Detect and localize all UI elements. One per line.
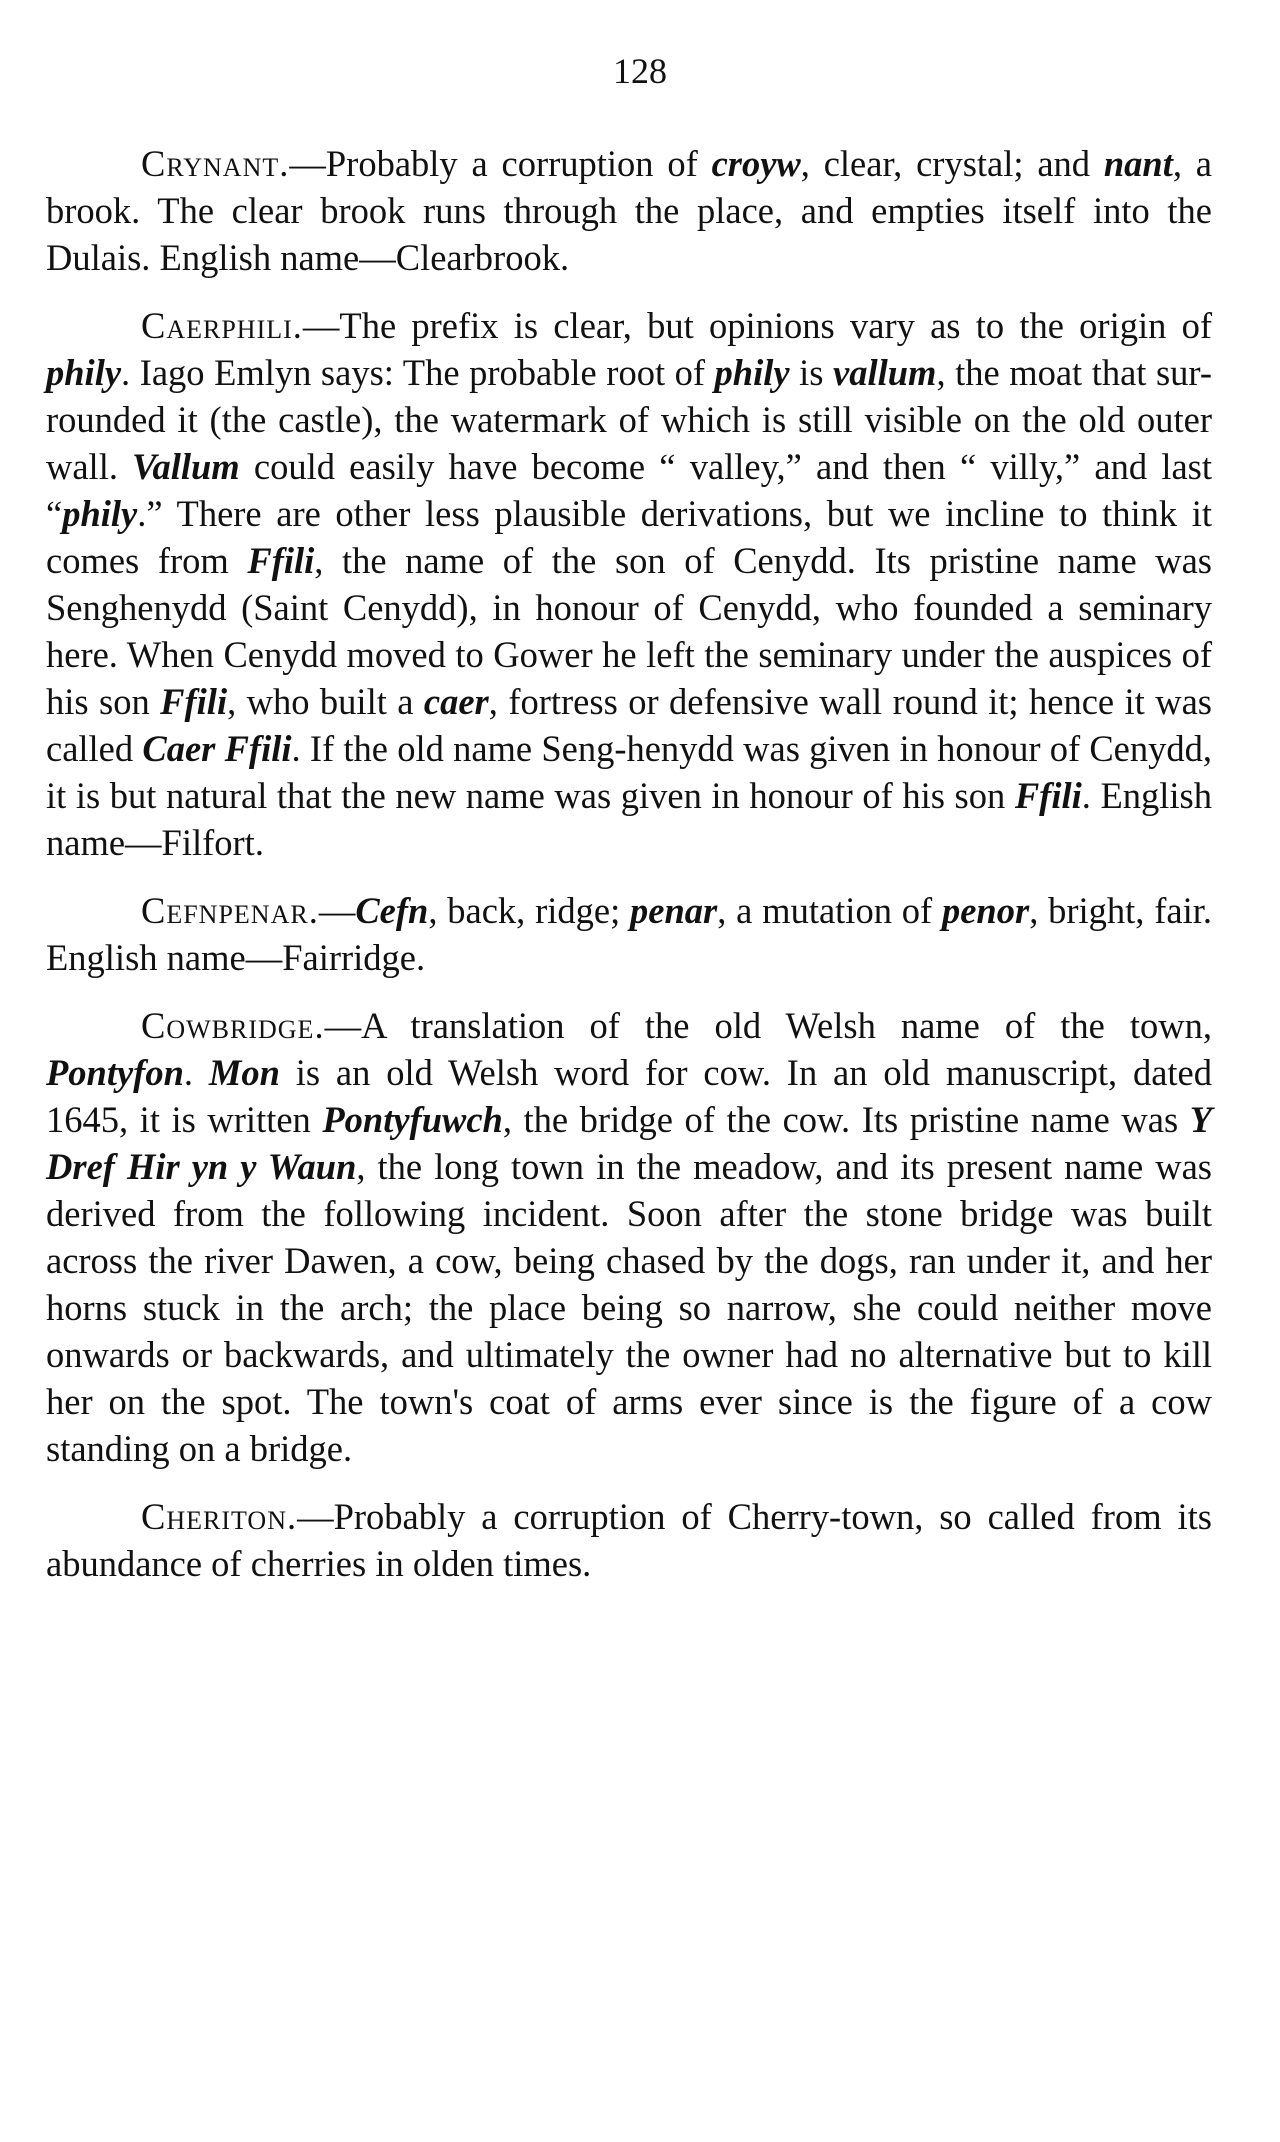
page-body — [46, 140, 1212, 1608]
entry-text: —Probably a corruption of — [289, 143, 712, 184]
entry-text: .” There are other less plausible derivations, but we incline to think it comes from — [46, 493, 1212, 581]
italic-term: caer — [423, 681, 489, 722]
entry-cheriton — [46, 1493, 1212, 1587]
entry-text: . — [183, 1052, 209, 1093]
entry-caerphili — [46, 302, 1212, 866]
entry-heading: Crynant. — [141, 143, 290, 184]
entry-text: is — [789, 352, 833, 393]
entry-text: , the name of the son of Cenydd. Its pristine name was Senghenydd (Saint Cenydd), in honour of Cenydd, who founded a seminary here. When Cenydd moved to Gower he left the seminary under the auspices of his son — [46, 540, 1212, 722]
page-number: 128 — [613, 51, 667, 91]
italic-term: phily — [714, 352, 790, 393]
entry-text: , clear, crystal; and — [800, 143, 1104, 184]
italic-term: Ffili — [247, 540, 315, 581]
entry-text: could easily have become “ valley,” and then “ villy,” and last “ — [46, 446, 1213, 534]
italic-term: phily — [46, 352, 122, 393]
italic-term: Pontyfon — [46, 1052, 184, 1093]
entry-text: , a brook. The clear brook runs through the place, and empties itself into the Dulais. English name—Clearbrook. — [46, 143, 1212, 278]
italic-term: penar — [630, 890, 718, 931]
italic-term: Caer Ffili — [142, 728, 292, 769]
italic-term: phily — [62, 493, 138, 534]
entry-text: , who built a — [227, 681, 424, 722]
entry-text: , back, ridge; — [428, 890, 631, 931]
entry-text: , the bridge of the cow. Its pristine name was — [502, 1099, 1190, 1140]
entry-text: . English name—Filfort. — [46, 775, 1212, 863]
italic-term: Vallum — [132, 446, 240, 487]
italic-term: nant — [1103, 143, 1173, 184]
entry-text: , bright, fair. English name—Fairridge. — [46, 890, 1212, 978]
italic-term: Y Dref Hir yn y Waun — [46, 1099, 1213, 1187]
entry-text: . Iago Emlyn says: The probable root of — [121, 352, 715, 393]
italic-term: Ffili — [1014, 775, 1082, 816]
italic-term: croyw — [711, 143, 801, 184]
entry-text: , the moat that sur-rounded it (the castle), the watermark of which is still visible on the old outer wall. — [46, 352, 1212, 487]
italic-term: Cefn — [355, 890, 429, 931]
entry-text: , fortress or defensive wall round it; hence it was called — [46, 681, 1212, 769]
italic-term: penor — [941, 890, 1030, 931]
entry-text: is an old Welsh word for cow. In an old manuscript, dated 1645, it is written — [46, 1052, 1212, 1140]
entry-heading: Cowbridge. — [141, 1005, 325, 1046]
entry-text: —Probably a corruption of Cherry-town, so called from its abundance of cherries in olden times. — [46, 1496, 1212, 1584]
italic-term: vallum — [833, 352, 937, 393]
entry-text: — — [318, 890, 356, 931]
entry-heading: Caerphili. — [141, 305, 303, 346]
entry-cowbridge — [46, 1002, 1212, 1472]
entry-text: —The prefix is clear, but opinions vary as to the origin of — [302, 305, 1212, 346]
entry-text: —A translation of the old Welsh name of the town, — [324, 1005, 1212, 1046]
entry-crynant — [46, 140, 1212, 281]
italic-term: Ffili — [160, 681, 228, 722]
entry-heading: Cefnpenar. — [141, 890, 319, 931]
entry-text: . If the old name Seng-henydd was given in honour of Cenydd, it is but natural that the new name was given in honour of his son — [46, 728, 1212, 816]
entry-cefnpenar — [46, 887, 1212, 981]
italic-term: Pontyfuwch — [322, 1099, 503, 1140]
entry-heading: Cheriton. — [141, 1496, 298, 1537]
italic-term: Mon — [208, 1052, 280, 1093]
entry-text: , the long town in the meadow, and its present name was derived from the following incident. Soon after the stone bridge was built across the river Dawen, a cow, being chased by the dogs, ran under it, and her horns stuck in the arch; the place being so narrow, she could neither move onwards or backwards, and ultimately the owner had no alternative but to kill her on the spot. The town's coat of arms ever since is the figure of a cow standing on a bridge. — [46, 1146, 1212, 1469]
entry-text: , a mutation of — [717, 890, 942, 931]
